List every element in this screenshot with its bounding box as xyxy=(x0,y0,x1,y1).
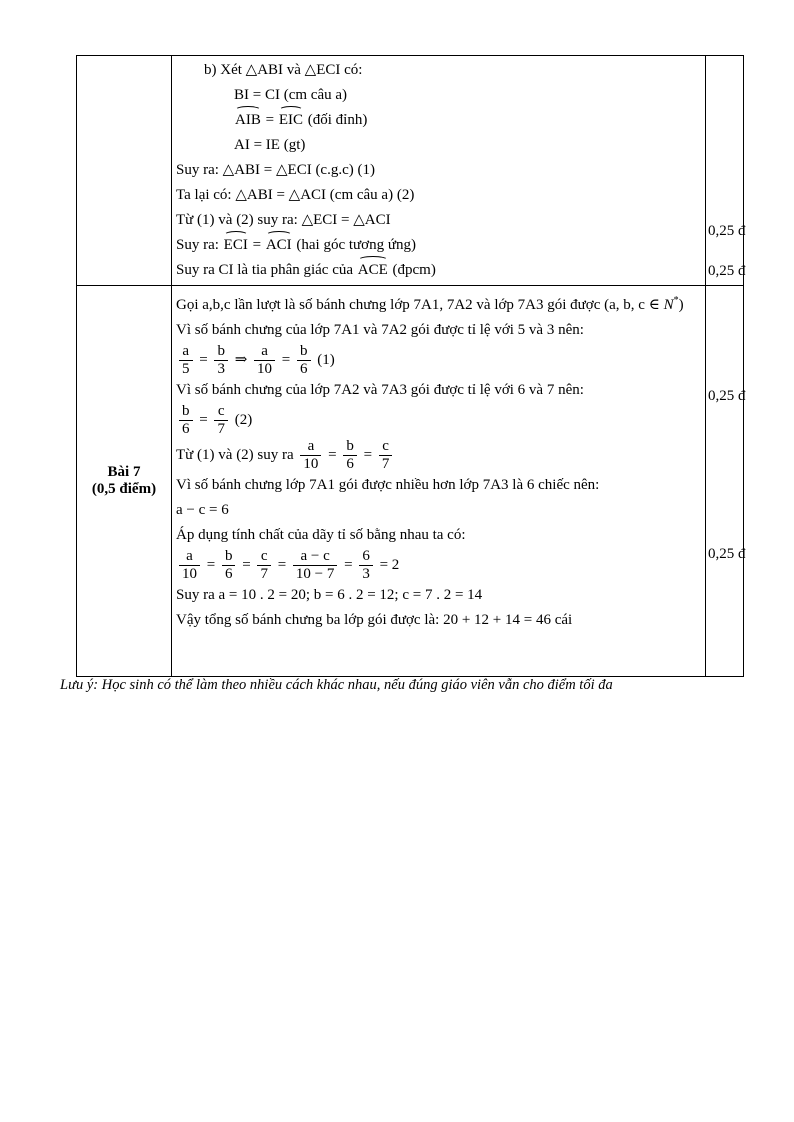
text-run: Áp dụng tính chất của dãy tỉ số bằng nhau ta có: xyxy=(176,527,466,543)
text-run: = xyxy=(248,237,265,253)
problem-label-cell xyxy=(77,286,172,677)
text-run: Vậy tổng số bánh chưng ba lớp gói được là: 20 + 12 + 14 = 46 cái xyxy=(176,612,573,628)
angle-notation: ACE xyxy=(357,258,389,283)
content-line xyxy=(176,158,699,183)
answer-content xyxy=(176,288,699,633)
problem-points: (0,5 điểm) xyxy=(91,481,157,497)
fraction-denominator: 10 xyxy=(257,361,273,377)
content-line xyxy=(176,288,699,318)
content-line xyxy=(176,233,699,258)
content-line xyxy=(176,208,699,233)
content-line xyxy=(176,183,699,208)
answer-table xyxy=(76,55,744,677)
text-run: Suy ra a = 10 . 2 = 20; b = 6 . 2 = 12; c = 7 . 2 = 14 xyxy=(176,587,483,603)
fraction xyxy=(359,548,373,583)
angle-notation: ECI xyxy=(223,233,249,258)
content-line xyxy=(176,498,699,523)
text-run: ⇒ xyxy=(230,351,252,368)
points-cell xyxy=(706,286,744,677)
fraction-numerator: a xyxy=(254,343,275,361)
fraction-denominator: 10 xyxy=(182,566,197,582)
table-row xyxy=(77,56,744,286)
content-line xyxy=(176,438,699,473)
text-run: Suy ra: xyxy=(176,237,223,253)
content-line xyxy=(176,583,699,608)
text-run: = xyxy=(195,351,212,368)
text-run: Suy ra: △ABI = △ECI (c.g.c) (1) xyxy=(176,162,375,178)
text-run: (đối đỉnh) xyxy=(303,112,368,128)
fraction xyxy=(293,548,337,583)
answer-content xyxy=(176,58,699,283)
angle-notation: EIC xyxy=(278,108,304,133)
text-run: (2) xyxy=(230,411,253,428)
fraction-numerator: a xyxy=(179,343,193,361)
fraction-denominator: 7 xyxy=(260,566,268,582)
fraction-numerator: c xyxy=(214,403,228,421)
points-value: 0,25 đ xyxy=(708,223,746,239)
fraction-denominator: 6 xyxy=(300,361,308,377)
points-value: 0,25 đ xyxy=(708,388,746,404)
superscript: * xyxy=(673,295,679,306)
fraction-denominator: 7 xyxy=(217,421,225,437)
fraction-numerator: a xyxy=(300,438,321,456)
text-run: Suy ra CI là tia phân giác của xyxy=(176,262,357,278)
text-run: Vì số bánh chưng của lớp 7A2 và 7A3 gói được tỉ lệ với 6 và 7 nên: xyxy=(176,382,584,398)
text-run: = xyxy=(340,556,357,573)
text-run: = xyxy=(324,446,341,463)
fraction-numerator: a − c xyxy=(293,548,337,566)
points-value: 0,25 đ xyxy=(708,263,746,279)
text-run: ∈ xyxy=(648,297,664,313)
math-variable: N xyxy=(663,297,674,313)
fraction xyxy=(222,548,236,583)
fraction-denominator: 10 xyxy=(303,456,319,472)
text-run: Ta lại có: △ABI = △ACI (cm câu a) (2) xyxy=(176,187,415,203)
fraction xyxy=(179,343,193,378)
fraction xyxy=(257,548,271,583)
content-line xyxy=(176,83,699,108)
text-run: = xyxy=(238,556,255,573)
fraction xyxy=(179,548,200,583)
fraction xyxy=(179,403,193,438)
content-line xyxy=(176,473,699,498)
problem-number: Bài 7 xyxy=(107,464,141,480)
text-run: = xyxy=(195,411,212,428)
content-line xyxy=(176,318,699,343)
text-run: = xyxy=(261,112,278,128)
fraction-numerator: b xyxy=(222,548,236,566)
fraction-numerator: b xyxy=(214,343,228,361)
fraction-denominator: 3 xyxy=(217,361,225,377)
text-run: (đpcm) xyxy=(388,262,436,278)
fraction xyxy=(379,438,393,473)
content-line xyxy=(176,523,699,548)
fraction-numerator: c xyxy=(257,548,271,566)
fraction xyxy=(300,438,321,473)
fraction xyxy=(343,438,357,473)
text-run: Vì số bánh chưng của lớp 7A1 và 7A2 gói được tỉ lệ với 5 và 3 nên: xyxy=(176,322,584,338)
fraction xyxy=(254,343,275,378)
fraction xyxy=(214,343,228,378)
fraction-denominator: 6 xyxy=(346,456,354,472)
text-run: Từ (1) và (2) suy ra xyxy=(176,446,298,463)
answer-content-cell xyxy=(172,286,706,677)
content-line xyxy=(176,343,699,378)
fraction-numerator: b xyxy=(343,438,357,456)
points-cell xyxy=(706,56,744,286)
fraction-denominator: 6 xyxy=(224,566,233,582)
content-line xyxy=(176,58,699,83)
text-run: ) xyxy=(678,297,684,313)
fraction-denominator: 5 xyxy=(182,361,190,377)
text-run: = xyxy=(278,351,295,368)
fraction-denominator: 7 xyxy=(381,456,390,472)
content-line xyxy=(176,608,699,633)
footer-note: Lưu ý: Học sinh có thể làm theo nhiều cách khác nhau, nếu đúng giáo viên vẫn cho điểm tối đa xyxy=(60,677,613,693)
text-run: AI = IE (gt) xyxy=(234,137,306,153)
fraction-denominator: 10 − 7 xyxy=(295,566,335,582)
text-run: = xyxy=(203,556,219,573)
text-run: = xyxy=(273,556,290,573)
content-line xyxy=(176,548,699,583)
fraction-numerator: b xyxy=(297,343,311,361)
points-value: 0,25 đ xyxy=(708,546,746,562)
content-line xyxy=(176,258,699,283)
table-row xyxy=(77,286,744,677)
text-run: BI = CI (cm câu a) xyxy=(234,87,347,103)
angle-notation: AIB xyxy=(234,108,262,133)
content-line xyxy=(176,133,699,158)
text-run: (1) xyxy=(313,351,335,368)
text-run: Từ (1) và (2) suy ra: △ECI = △ACI xyxy=(176,212,391,228)
fraction-numerator: b xyxy=(179,403,193,421)
fraction-numerator: a xyxy=(179,548,200,566)
angle-notation: ACI xyxy=(265,233,293,258)
fraction-numerator: c xyxy=(379,438,393,456)
text-run: = xyxy=(359,446,376,463)
content-line xyxy=(176,378,699,403)
fraction-denominator: 3 xyxy=(362,566,370,582)
fraction xyxy=(297,343,311,378)
text-run: (hai góc tương ứng) xyxy=(292,237,416,253)
text-run: Vì số bánh chưng lớp 7A1 gói được nhiều hơn lớp 7A3 là 6 chiếc nên: xyxy=(176,477,600,493)
text-run: a − c = 6 xyxy=(176,502,229,518)
fraction xyxy=(214,403,228,438)
fraction-numerator: 6 xyxy=(359,548,373,566)
text-run: Gọi a,b,c lần lượt là số bánh chưng lớp 7A1, 7A2 và lớp 7A3 gói được (a, b, c xyxy=(176,297,649,313)
content-line xyxy=(176,108,699,133)
answer-content-cell xyxy=(172,56,706,286)
fraction-denominator: 6 xyxy=(182,421,190,437)
content-line xyxy=(176,403,699,438)
text-run: = 2 xyxy=(375,556,400,573)
text-run: b) Xét △ABI và △ECI có: xyxy=(204,62,363,78)
problem-label-cell xyxy=(77,56,172,286)
